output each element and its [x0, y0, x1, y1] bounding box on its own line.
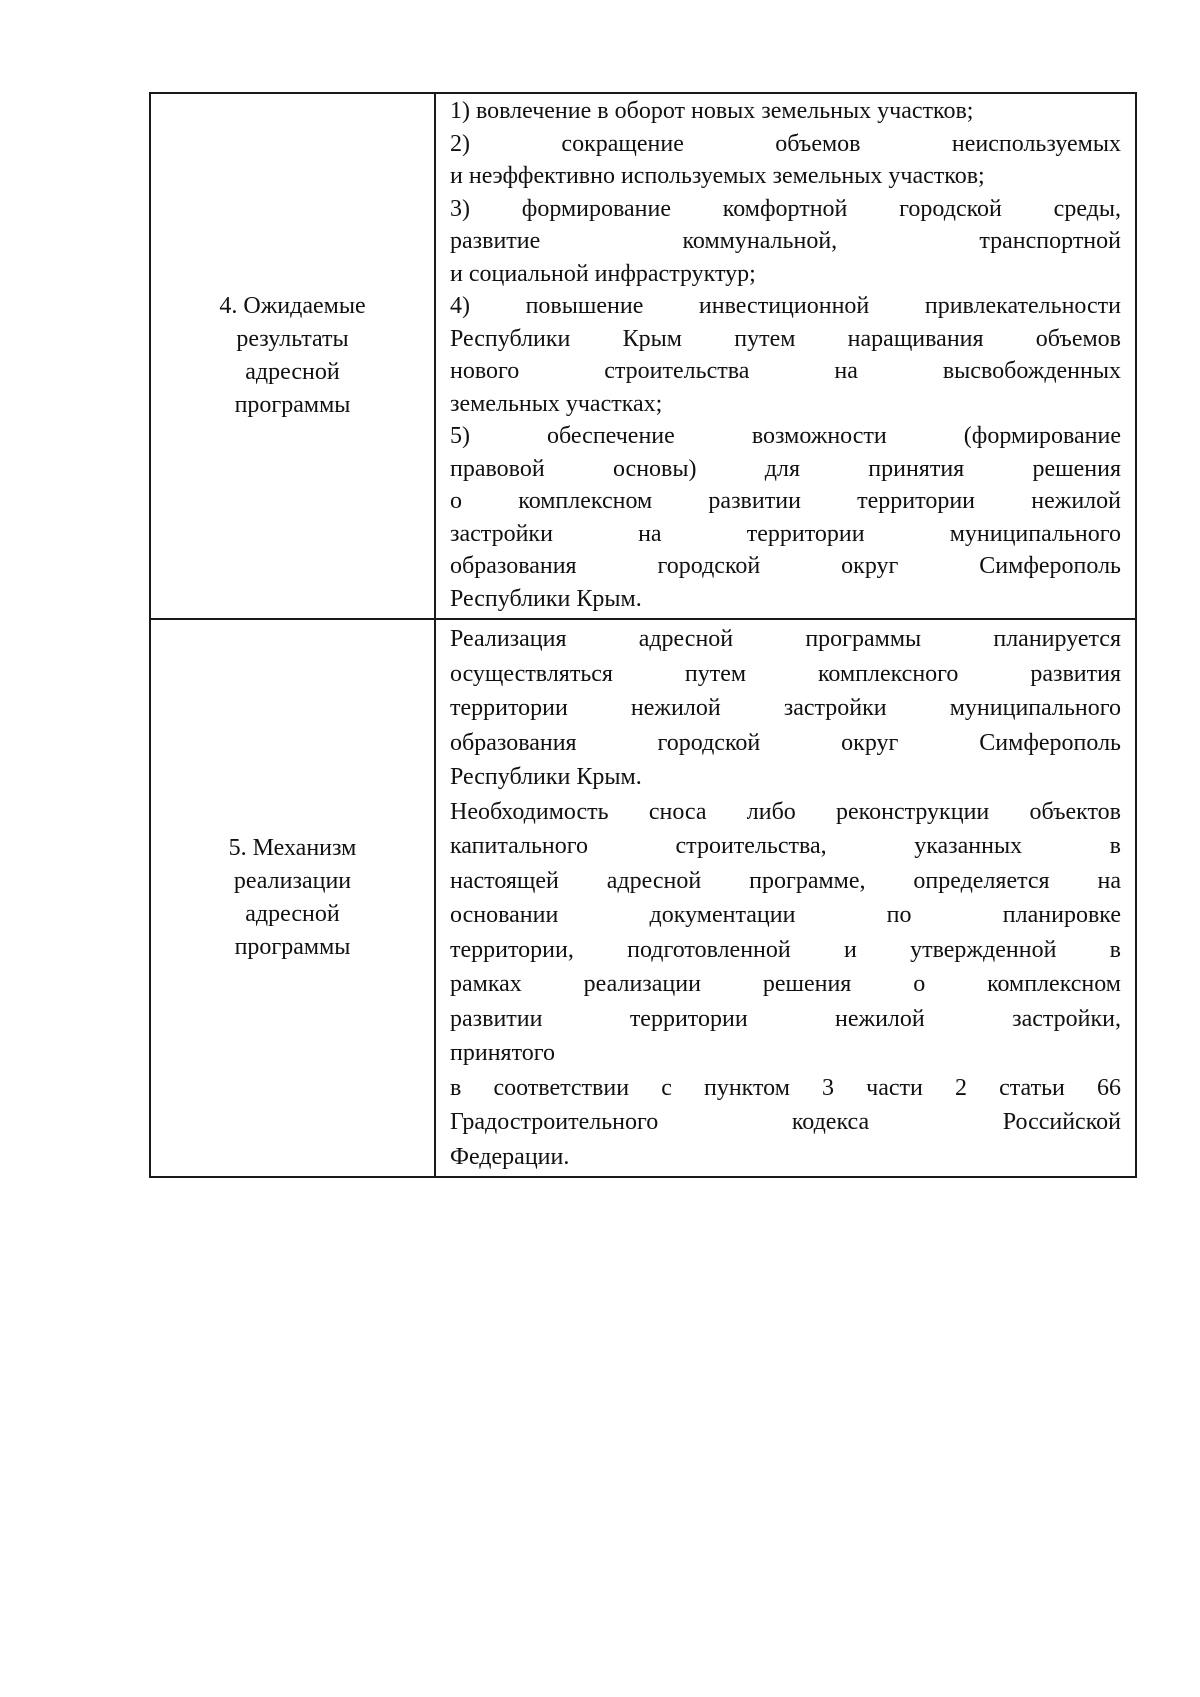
- text-line: капитального строительства, указанных в: [450, 833, 1121, 859]
- text-line: Реализация адресной программы планируется: [450, 626, 1121, 652]
- text-line: нового строительства на высвобожденных: [450, 358, 1121, 384]
- text-line: рамках реализации решения о комплексном: [450, 971, 1121, 997]
- label-line: программы: [234, 934, 351, 960]
- row-label-expected-results: [150, 93, 435, 619]
- text-line: Федерации.: [450, 1143, 570, 1170]
- text-line: развитии территории нежилой застройки,: [450, 1005, 1121, 1032]
- text-line: и неэффективно используемых земельных участков;: [450, 163, 985, 189]
- text-line: Республики Крым.: [450, 585, 642, 612]
- text-line: 5) обеспечение возможности (формирование: [450, 423, 1121, 449]
- text-line: 2) сокращение объемов неиспользуемых: [450, 130, 1121, 157]
- text-line: развитие коммунальной, транспортной: [450, 228, 1121, 254]
- text-line: и социальной инфраструктур;: [450, 260, 756, 287]
- label-line: программы: [234, 392, 351, 418]
- text-line: Республики Крым.: [450, 764, 642, 790]
- text-line: территории, подготовленной и утвержденной в: [450, 936, 1121, 963]
- text-line: осуществляться путем комплексного развития: [450, 660, 1121, 687]
- row-content-expected-results: [435, 93, 1136, 619]
- text-line: 4) повышение инвестиционной привлекательности: [450, 293, 1121, 319]
- text-line: застройки на территории муниципального: [450, 520, 1121, 547]
- label-line: 4. Ожидаемые: [219, 293, 366, 319]
- text-line: территории нежилой застройки муниципального: [450, 695, 1121, 721]
- text-line: правовой основы) для принятия решения: [450, 455, 1121, 482]
- text-line: 3) формирование комфортной городской среды,: [450, 195, 1121, 222]
- label-line: адресной: [245, 359, 340, 385]
- table-row-implementation-mechanism: [150, 619, 1136, 1177]
- text-line: Республики Крым путем наращивания объемов: [450, 325, 1121, 352]
- text-line: 1) вовлечение в оборот новых земельных участков;: [450, 98, 974, 124]
- row-label-implementation-mechanism: [150, 619, 435, 1177]
- table-row-expected-results: [150, 93, 1136, 619]
- label-line: адресной: [245, 901, 340, 927]
- program-table: [149, 92, 1137, 1178]
- label-line: 5. Механизм: [228, 835, 357, 861]
- row-content-implementation-mechanism: [435, 619, 1136, 1177]
- text-line: принятого: [450, 1040, 555, 1066]
- label-line: результаты: [236, 326, 349, 352]
- text-line: Необходимость сноса либо реконструкции объектов: [450, 798, 1121, 825]
- text-line: о комплексном развитии территории нежилой: [450, 488, 1121, 514]
- text-line: в соответствии с пунктом 3 части 2 статьи 66: [450, 1074, 1121, 1101]
- text-line: основании документации по планировке: [450, 902, 1121, 928]
- text-line: образования городской округ Симферополь: [450, 729, 1121, 756]
- text-line: земельных участках;: [450, 390, 663, 417]
- text-line: Градостроительного кодекса Российской: [450, 1109, 1121, 1135]
- text-line: образования городской округ Симферополь: [450, 553, 1121, 579]
- label-line: реализации: [233, 868, 352, 894]
- text-line: настоящей адресной программе, определяется на: [450, 867, 1121, 894]
